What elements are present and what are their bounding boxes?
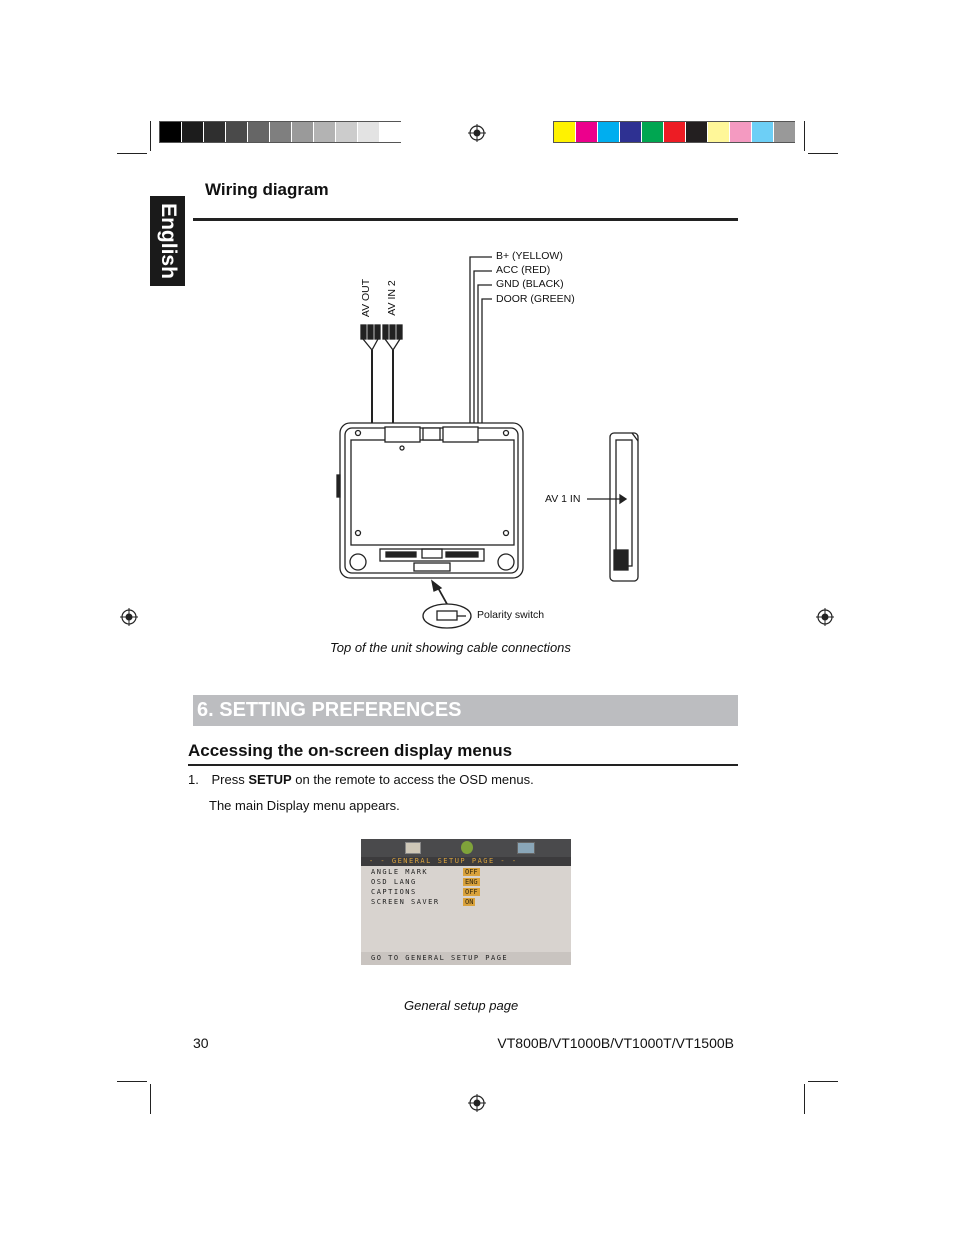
step-1 (188, 772, 534, 787)
audio-icon (461, 841, 473, 854)
gray-swatch (226, 122, 247, 142)
section-title: 6. SETTING PREFERENCES (197, 699, 462, 721)
model-numbers: VT800B/VT1000B/VT1000T/VT1500B (497, 1035, 734, 1051)
language-tab (150, 196, 185, 286)
osd-item-label: SCREEN SAVER (371, 898, 440, 906)
registration-target-icon (816, 608, 834, 626)
color-swatch (664, 122, 685, 142)
wire-label-av-out: AV OUT (360, 278, 372, 318)
wire-label-acc: ACC (RED) (496, 264, 551, 276)
gray-registration-strip (159, 121, 401, 143)
gray-swatch (270, 122, 291, 142)
crop-mark (804, 121, 805, 151)
osd-item-value: OFF (465, 868, 478, 876)
gray-swatch (336, 122, 357, 142)
gray-swatch (380, 122, 401, 142)
color-swatch (598, 122, 619, 142)
crop-mark (804, 1084, 805, 1114)
osd-header: - - GENERAL SETUP PAGE - - (369, 857, 518, 865)
gray-swatch (204, 122, 225, 142)
gray-swatch (358, 122, 379, 142)
crop-mark (117, 153, 147, 154)
color-swatch (686, 122, 707, 142)
osd-item-label: CAPTIONS (371, 888, 417, 896)
osd-item-value: OFF (465, 888, 478, 896)
osd-item-label: OSD LANG (371, 878, 417, 886)
wire-label-gnd: GND (BLACK) (496, 278, 564, 290)
registration-target-icon (468, 124, 486, 142)
color-swatch (642, 122, 663, 142)
wiring-heading: Wiring diagram (205, 180, 329, 199)
setup-key: SETUP (248, 772, 292, 787)
crop-mark (150, 121, 151, 151)
crop-mark (150, 1084, 151, 1114)
step-text-post: on the remote to access the OSD menus. (291, 772, 534, 787)
crop-mark (808, 153, 838, 154)
subheading-rule (188, 764, 738, 766)
color-swatch (576, 122, 597, 142)
step-text-pre: Press (211, 772, 249, 787)
color-registration-strip (553, 121, 795, 143)
color-swatch (554, 122, 575, 142)
crop-mark (808, 1081, 838, 1082)
wiring-diagram (330, 250, 650, 630)
language-tab-label: English (156, 203, 180, 279)
section-title-bar (193, 695, 738, 726)
step-number: 1. (188, 772, 199, 787)
display-icon (517, 842, 535, 854)
wire-label-door: DOOR (GREEN) (496, 293, 575, 305)
heading-rule (193, 218, 738, 221)
registration-target-icon (468, 1094, 486, 1112)
osd-header-bar (361, 857, 571, 866)
picture-icon (405, 842, 421, 854)
gray-swatch (292, 122, 313, 142)
gray-swatch (248, 122, 269, 142)
page-number: 30 (193, 1035, 209, 1051)
osd-screenshot (361, 839, 571, 965)
wire-label-av-in2: AV IN 2 (386, 280, 398, 316)
color-swatch (708, 122, 729, 142)
osd-item-label: ANGLE MARK (371, 868, 429, 876)
step-note: The main Display menu appears. (209, 798, 400, 813)
osd-item-value: ON (465, 898, 474, 906)
registration-target-icon (120, 608, 138, 626)
subheading: Accessing the on-screen display menus (188, 741, 513, 760)
color-swatch (752, 122, 773, 142)
wire-label-b-plus: B+ (YELLOW) (496, 250, 563, 262)
gray-swatch (182, 122, 203, 142)
gray-swatch (314, 122, 335, 142)
wire-label-av-in1: AV 1 IN (545, 493, 581, 505)
gray-swatch (160, 122, 181, 142)
osd-caption: General setup page (404, 998, 519, 1013)
color-swatch (730, 122, 751, 142)
color-swatch (620, 122, 641, 142)
color-swatch (774, 122, 795, 142)
osd-item-value: ENG (465, 878, 478, 886)
osd-footer: GO TO GENERAL SETUP PAGE (371, 954, 509, 962)
wire-label-polarity: Polarity switch (477, 609, 545, 621)
wiring-caption: Top of the unit showing cable connections (330, 640, 571, 655)
crop-mark (117, 1081, 147, 1082)
